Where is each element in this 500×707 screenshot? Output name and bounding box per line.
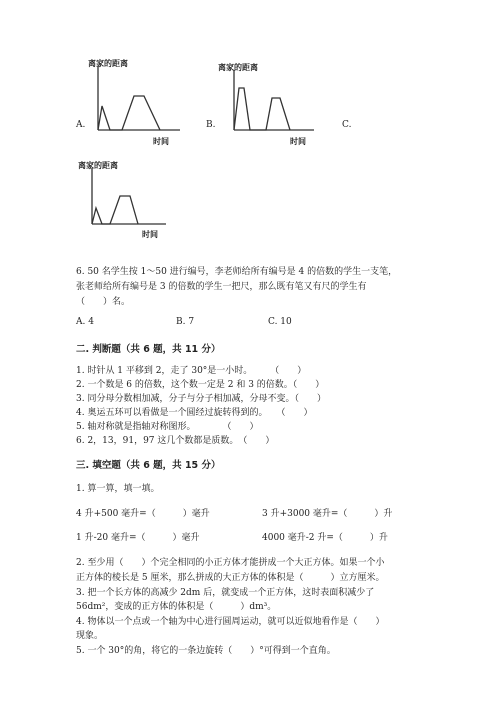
- graph-c-option-label: C.: [342, 120, 352, 130]
- judge-item-4: 4. 奥运五环可以看做是一个圆经过旋转得到的。 （ ）: [76, 408, 313, 418]
- graph-b-plot: [232, 70, 322, 140]
- fill-item-2: 3 升+3000 毫升=（ ）升: [262, 509, 393, 519]
- graph-b-title: 离家的距离: [218, 63, 258, 72]
- graph-a-title: 离家的距离: [88, 59, 128, 68]
- fill-item-3: 1 升-20 毫升=（ ）毫升: [76, 533, 200, 543]
- fill-question-2-line-1: 2. 至少用（ ）个完全相同的小正方体才能拼成一个大正方体。如果一个小: [76, 558, 385, 568]
- graph-d-plot: [90, 168, 180, 238]
- fill-question-4-line-2: 现象。: [76, 631, 104, 641]
- fill-question-5: 5. 一个 30°的角，将它的一条边旋转（ ）°可得到一个直角。: [76, 646, 336, 656]
- question-6-option-b: B. 7: [176, 317, 195, 327]
- graph-a-option-label: A.: [76, 120, 86, 130]
- judge-item-6: 6. 2，13，91，97 这几个数都是质数。 （ ）: [76, 436, 275, 446]
- question-6-line-3: （ ）名。: [76, 297, 131, 307]
- question-6-option-a: A. 4: [76, 317, 94, 327]
- section-3-heading: 三. 填空题（共 6 题，共 15 分）: [76, 460, 221, 471]
- graph-d-xlabel: 时间: [142, 230, 158, 239]
- fill-question-4-line-1: 4. 物体以一个点或一个轴为中心进行圆周运动，就可以近似地看作是（ ）: [76, 617, 385, 627]
- question-6-option-c: C. 10: [268, 317, 292, 327]
- graph-b-xlabel: 时间: [290, 137, 306, 146]
- fill-item-1: 4 升+500 毫升=（ ）毫升: [76, 509, 210, 519]
- question-6-line-2: 张老师给所有编号是 3 的倍数的学生一把尺，那么既有笔又有尺的学生有: [76, 282, 367, 292]
- judge-item-3: 3. 同分母分数相加减，分子与分子相加减，分母不变。（ ）: [76, 394, 326, 404]
- fill-question-2-line-2: 正方体的棱长是 5 厘米，那么拼成的大正方体的体积是（ ）立方厘米。: [76, 573, 385, 583]
- graph-b-option-label: B.: [206, 120, 216, 130]
- section-2-heading: 二. 判断题（共 6 题，共 11 分）: [76, 344, 221, 355]
- judge-item-1: 1. 时针从 1 平移到 2，走了 30°是一小时。 （ ）: [76, 366, 307, 376]
- fill-question-1: 1. 算一算，填一填。: [76, 484, 160, 494]
- graph-a-xlabel: 时间: [153, 137, 169, 146]
- judge-item-5: 5. 轴对称就是指轴对称图形。 （ ）: [76, 422, 259, 432]
- question-6-line-1: 6. 50 名学生按 1～50 进行编号，李老师给所有编号是 4 的倍数的学生一支笔，: [76, 267, 398, 277]
- judge-item-2: 2. 一个数是 6 的倍数，这个数一定是 2 和 3 的倍数。（ ）: [76, 380, 325, 390]
- fill-question-3-line-1: 3. 把一个长方体的高减少 2dm 后，就变成一个正方体，这时表面积减少了: [76, 588, 375, 598]
- fill-item-4: 4000 毫升-2 升=（ ）升: [262, 533, 388, 543]
- fill-question-3-line-2: 56dm²，变成的正方体的体积是（ ）dm³。: [76, 602, 277, 612]
- graph-a-plot: [96, 66, 186, 136]
- graph-d-title: 离家的距离: [78, 161, 118, 170]
